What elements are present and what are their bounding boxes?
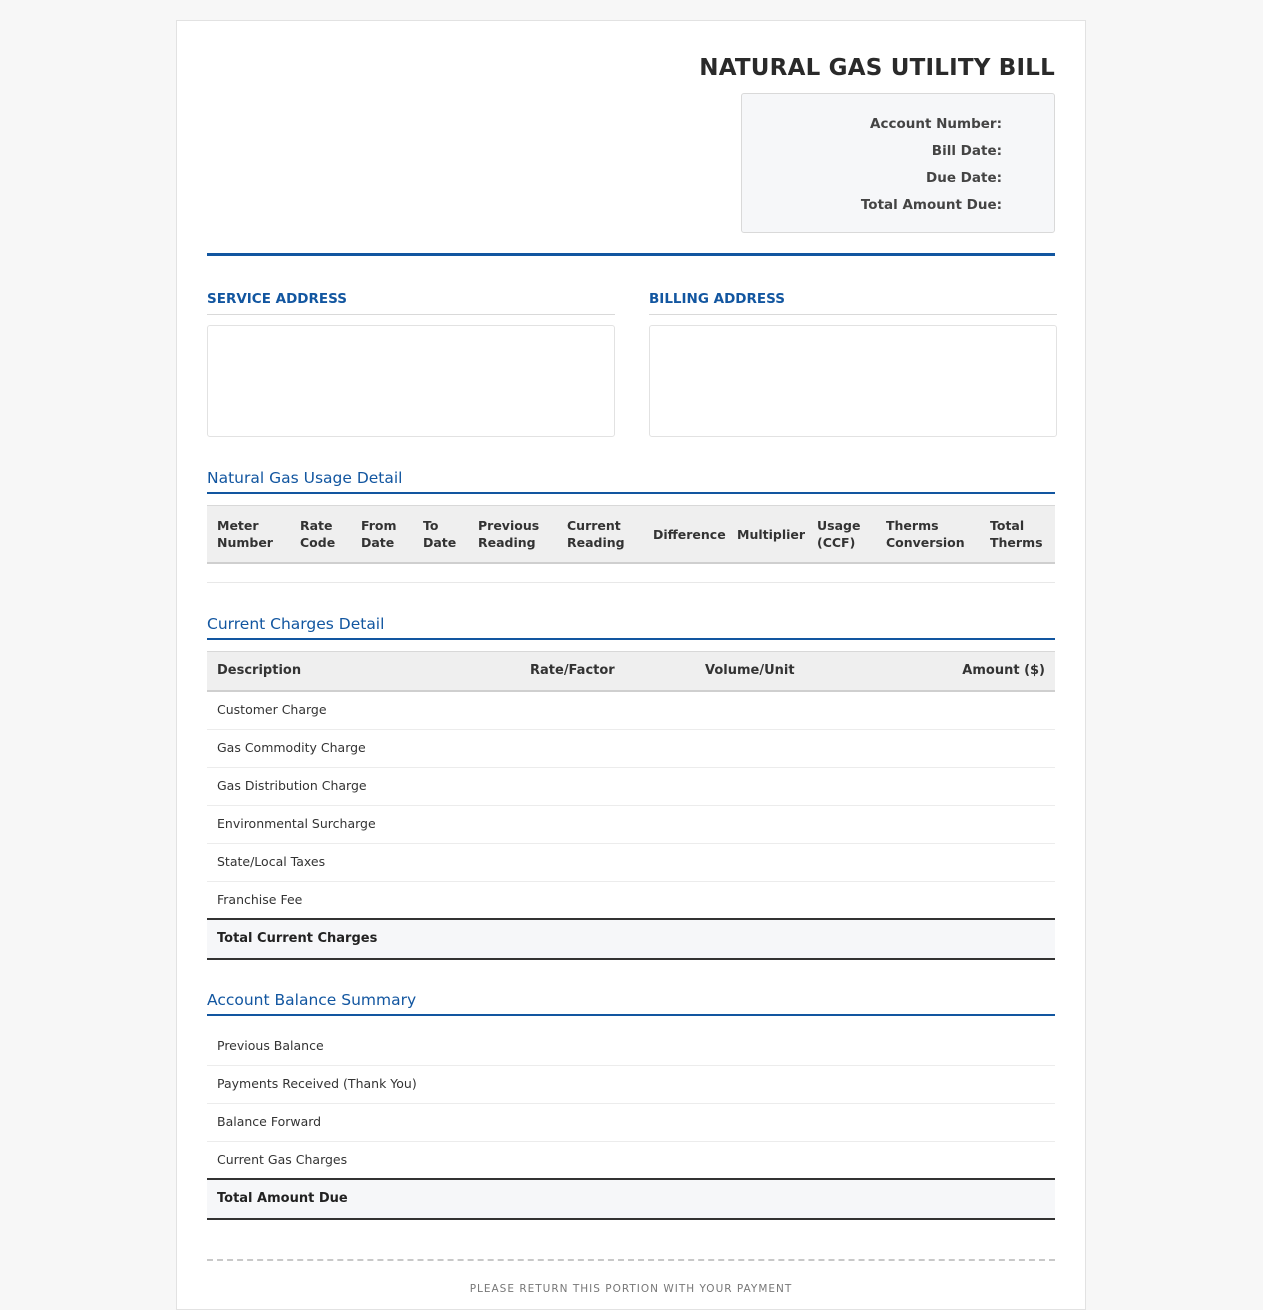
charge-description: Gas Distribution Charge [217,778,367,793]
bill-page [176,20,1086,1310]
account-number-label: Account Number: [870,116,1002,132]
usage-col-header-line: From [361,518,397,533]
charges-table-header [207,651,1055,692]
charges-section-title: Current Charges Detail [207,615,1055,640]
header-divider [207,253,1055,256]
balance-description: Previous Balance [217,1038,324,1053]
usage-col-header [653,506,726,562]
usage-col-header-line: Current [567,518,621,533]
charge-row [207,767,1055,806]
usage-col-header-line: Reading [478,535,536,550]
col-volume-unit: Volume/Unit [705,663,795,678]
bill-date-label: Bill Date: [931,143,1002,159]
account-info-box [741,93,1055,233]
usage-col-header [361,506,397,562]
total-current-charges-row [207,918,1055,960]
charge-row [207,881,1055,920]
due-date-label: Due Date: [926,170,1002,186]
usage-col-header [567,506,625,562]
balance-row [207,1065,1055,1104]
charge-description: Customer Charge [217,702,327,717]
usage-col-header-line: Therms [886,518,939,533]
usage-table-header [207,505,1055,564]
usage-col-header-line: Date [361,535,395,550]
usage-col-header-line: Rate [300,518,333,533]
usage-col-header [737,506,805,562]
col-rate-factor: Rate/Factor [530,663,615,678]
charge-row [207,805,1055,844]
col-amount: Amount ($) [962,663,1045,678]
total-amount-due-row [207,1178,1055,1220]
usage-col-header-line: (CCF) [817,535,856,550]
total-amount-due-label: Total Amount Due: [860,197,1002,213]
usage-col-header-line: Previous [478,518,540,533]
balance-row [207,1027,1055,1066]
balance-row [207,1141,1055,1180]
usage-col-header-line: Number [217,535,273,550]
charge-description: Environmental Surcharge [217,816,376,831]
charge-row [207,729,1055,768]
balance-section-title: Account Balance Summary [207,991,1055,1016]
charge-description: State/Local Taxes [217,854,326,869]
usage-col-header [990,506,1043,562]
bill-title: NATURAL GAS UTILITY BILL [699,55,1055,81]
usage-col-header-line: Therms [990,535,1043,550]
billing-address-heading: BILLING ADDRESS [649,291,1057,315]
tear-off-line [207,1259,1055,1261]
col-description: Description [217,663,302,678]
service-address-heading: SERVICE ADDRESS [207,291,615,315]
usage-col-header [886,506,965,562]
usage-col-header [423,506,456,562]
balance-description: Current Gas Charges [217,1152,348,1167]
usage-col-header-line: Multiplier [737,526,806,542]
usage-col-header-line: Difference [653,526,726,542]
usage-col-header-line: Usage [817,518,861,533]
usage-section-title: Natural Gas Usage Detail [207,469,1055,494]
service-address-box [207,325,615,437]
usage-col-header [300,506,335,562]
usage-col-header-line: Meter [217,518,259,533]
usage-col-header [817,506,860,562]
usage-col-header-line: Reading [567,535,625,550]
return-portion-note: PLEASE RETURN THIS PORTION WITH YOUR PAYMENT [469,1283,793,1295]
usage-col-header-line: To [423,518,439,533]
usage-col-header [217,506,273,562]
balance-row [207,1103,1055,1142]
balance-description: Balance Forward [217,1114,322,1129]
balance-description: Payments Received (Thank You) [217,1076,417,1091]
usage-col-header-line: Code [300,535,336,550]
usage-col-header-line: Total [990,518,1025,533]
total-amount-due-summary-label: Total Amount Due [217,1191,348,1206]
usage-col-header-line: Conversion [886,535,965,550]
charge-row [207,691,1055,730]
usage-col-header [478,506,539,562]
charge-row [207,843,1055,882]
charge-description: Franchise Fee [217,892,303,907]
usage-col-header-line: Date [423,535,457,550]
billing-address-box [649,325,1057,437]
usage-table-empty-row [207,582,1055,583]
total-current-charges-label: Total Current Charges [217,931,378,946]
charge-description: Gas Commodity Charge [217,740,366,755]
